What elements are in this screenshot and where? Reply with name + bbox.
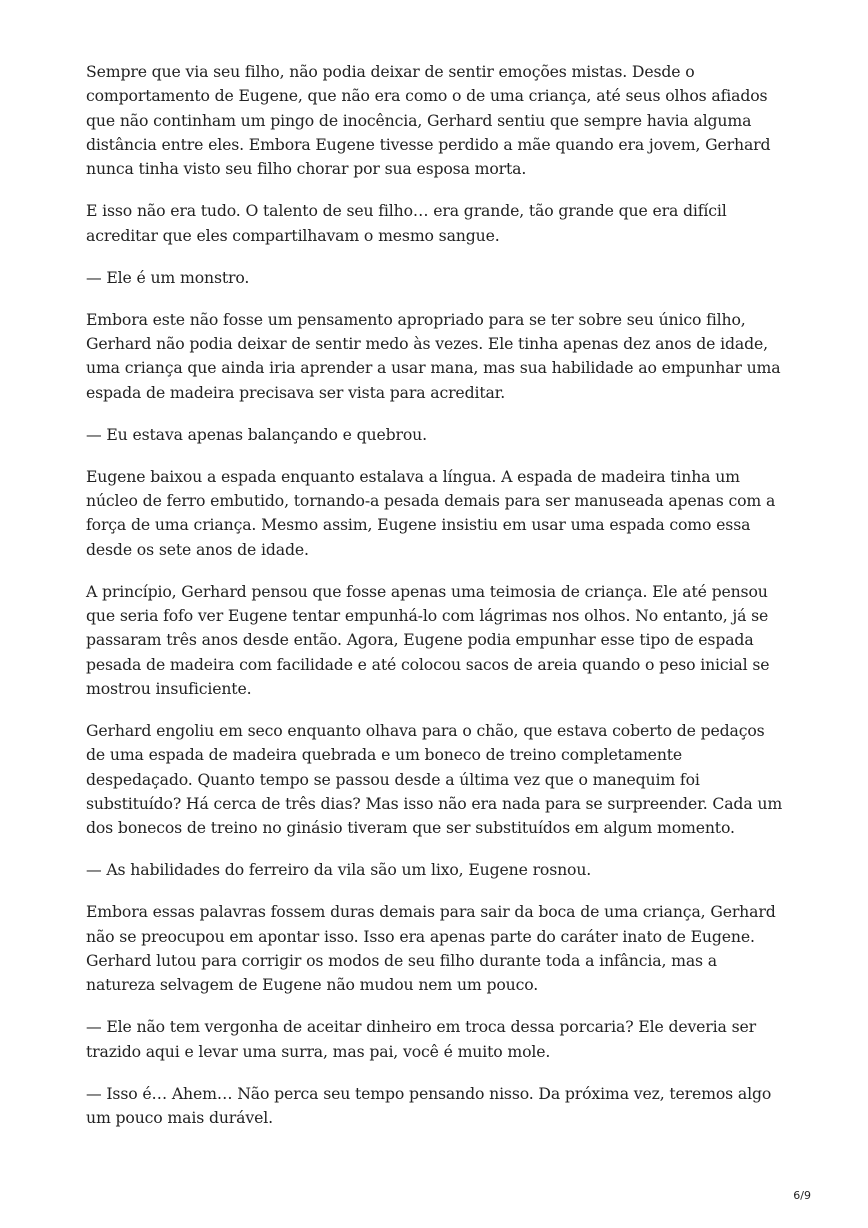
document-body — [86, 60, 786, 1148]
dialogue-1: — Ele é um monstro. — [86, 267, 250, 287]
paragraph-4: Eugene baixou a espada enquanto estalava a língua. A espada de madeira tinha um núcleo de ferro embutido, tornando-a pesada demais para ser manuseada apenas com a força de uma criança. Mesmo assim, Eugene insistiu em usar uma espada como essa desde os sete anos de idade. — [86, 466, 776, 559]
page-number: 6/9 — [793, 1189, 811, 1202]
paragraph-3: Embora este não fosse um pensamento apropriado para se ter sobre seu único filho, Gerhard não podia deixar de sentir medo às vezes. Ele tinha apenas dez anos de idade, uma criança que ainda iria aprender a usar mana, mas sua habilidade ao empunhar uma espada de madeira precisava ser vista para acreditar. — [86, 309, 781, 402]
dialogue-5: — Isso é… Ahem… Não perca seu tempo pensando nisso. Da próxima vez, teremos algo um pouco mais durável. — [86, 1083, 772, 1128]
dialogue-4: — Ele não tem vergonha de aceitar dinheiro em troca dessa porcaria? Ele deveria ser trazido aqui e levar uma surra, mas pai, você é muito mole. — [86, 1017, 756, 1061]
paragraph-6: Gerhard engoliu em seco enquanto olhava para o chão, que estava coberto de pedaços de uma espada de madeira quebrada e um boneco de treino completamente despedaçado. Quanto tempo se passou desde a última vez que o manequim foi substituído? Há cerca de três dias? Mas isso não era nada para se surpreender. Cada um dos bonecos de treino no ginásio tiveram que ser substituídos em algum momento. — [86, 721, 783, 838]
dialogue-2: — Eu estava apenas balançando e quebrou. — [86, 424, 427, 444]
paragraph-2: E isso não era tudo. O talento de seu filho… era grande, tão grande que era difícil acreditar que eles compartilhavam o mesmo sangue. — [86, 201, 727, 245]
paragraph-1: Sempre que via seu filho, não podia deixar de sentir emoções mistas. Desde o comportamento de Eugene, que não era como o de uma criança, até seus olhos afiados que não continham um pingo de inocência, Gerhard sentiu que sempre havia alguma distância entre eles. Embora Eugene tivesse perdido a mãe quando era jovem, Gerhard nunca tinha visto seu filho chorar por sua esposa morta. — [86, 62, 771, 179]
dialogue-3: — As habilidades do ferreiro da vila são um lixo, Eugene rosnou. — [86, 860, 592, 880]
paragraph-7: Embora essas palavras fossem duras demais para sair da boca de uma criança, Gerhard não se preocupou em apontar isso. Isso era apenas parte do caráter inato de Eugene. Gerhard lutou para corrigir os modos de seu filho durante toda a infância, mas a natureza selvagem de Eugene não mudou nem um pouco. — [86, 902, 776, 995]
paragraph-5: A princípio, Gerhard pensou que fosse apenas uma teimosia de criança. Ele até pensou que seria fofo ver Eugene tentar empunhá-lo com lágrimas nos olhos. No entanto, já se passaram três anos desde então. Agora, Eugene podia empunhar esse tipo de espada pesada de madeira com facilidade e até colocou sacos de areia quando o peso inicial se mostrou insuficiente. — [86, 581, 770, 699]
